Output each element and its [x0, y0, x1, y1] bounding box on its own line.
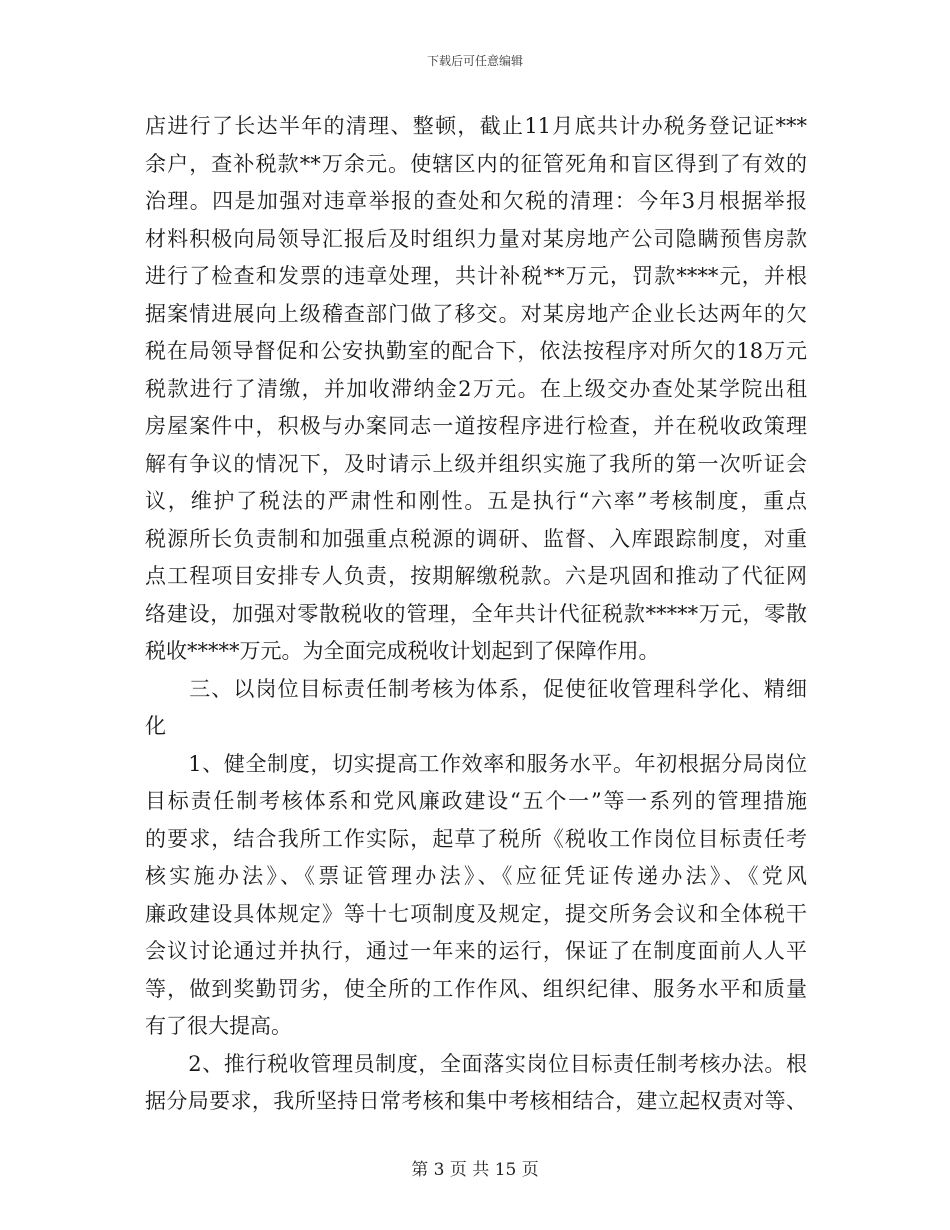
- text-line: 议，维护了税法的严肃性和刚性。五是执行“六率”考核制度，重点: [145, 489, 807, 513]
- text-line: 据案情进展向上级稽查部门做了移交。对某房地产企业长达两年的欠: [145, 301, 807, 326]
- text-line: 税款进行了清缴，并加收滞纳金2万元。在上级交办查处某学院出租: [145, 376, 807, 401]
- text-line: 2、推行税收管理员制度，全面落实岗位目标责任制考核办法。根: [145, 1051, 807, 1076]
- document-body: [145, 108, 807, 1121]
- text-line: 点工程项目安排专人负责，按期解缴税款。六是巩固和推动了代征网: [145, 564, 807, 588]
- page-number: 第 3 页 共 15 页: [411, 1160, 539, 1180]
- text-line: 进行了检查和发票的违章处理，共计补税**万元，罚款****元，并根: [145, 264, 807, 288]
- text-line: 店进行了长达半年的清理、整顿，截止11月底共计办税务登记证***: [145, 114, 807, 138]
- text-line: 据分局要求，我所坚持日常考核和集中考核相结合，建立起权责对等、: [145, 1089, 807, 1113]
- text-line: 三、以岗位目标责任制考核为体系，促使征收管理科学化、精细: [145, 676, 807, 701]
- text-line: 房屋案件中，积极与办案同志一道按程序进行检查，并在税收政策理: [145, 414, 807, 438]
- text-line: 核实施办法》、《票证管理办法》、《应征凭证传递办法》、《党风: [145, 864, 807, 888]
- text-line: 材料积极向局领导汇报后及时组织力量对某房地产公司隐瞒预售房款: [145, 226, 807, 251]
- page-header: 下载后可任意编辑: [426, 54, 523, 68]
- text-line: 余户，查补税款**万余元。使辖区内的征管死角和盲区得到了有效的: [145, 151, 807, 176]
- text-line: 络建设，加强对零散税收的管理，全年共计代征税款*****万元，零散: [145, 601, 807, 626]
- text-line: 廉政建设具体规定》等十七项制度及规定，提交所务会议和全体税干: [145, 901, 807, 926]
- text-line: 的要求，结合我所工作实际，起草了税所《税收工作岗位目标责任考: [145, 826, 807, 851]
- text-line: 税源所长负责制和加强重点税源的调研、监督、入库跟踪制度，对重: [145, 526, 807, 551]
- text-line: 税收*****万元。为全面完成税收计划起到了保障作用。: [145, 639, 660, 663]
- text-line: 等，做到奖勤罚劣，使全所的工作作风、组织纪律、服务水平和质量: [145, 976, 807, 1001]
- text-line: 治理。四是加强对违章举报的查处和欠税的清理：今年3月根据举报: [145, 189, 807, 213]
- text-line: 化: [145, 714, 166, 738]
- text-line: 1、健全制度，切实提高工作效率和服务水平。年初根据分局岗位: [145, 751, 807, 776]
- text-line: 解有争议的情况下，及时请示上级并组织实施了我所的第一次听证会: [145, 451, 807, 476]
- text-line: 会议讨论通过并执行，通过一年来的运行，保证了在制度面前人人平: [145, 939, 807, 963]
- text-line: 目标责任制考核体系和党风廉政建设“五个一”等一系列的管理措施: [145, 789, 807, 813]
- text-line: 有了很大提高。: [145, 1014, 292, 1038]
- text-line: 税在局领导督促和公安执勤室的配合下，依法按程序对所欠的18万元: [145, 339, 807, 363]
